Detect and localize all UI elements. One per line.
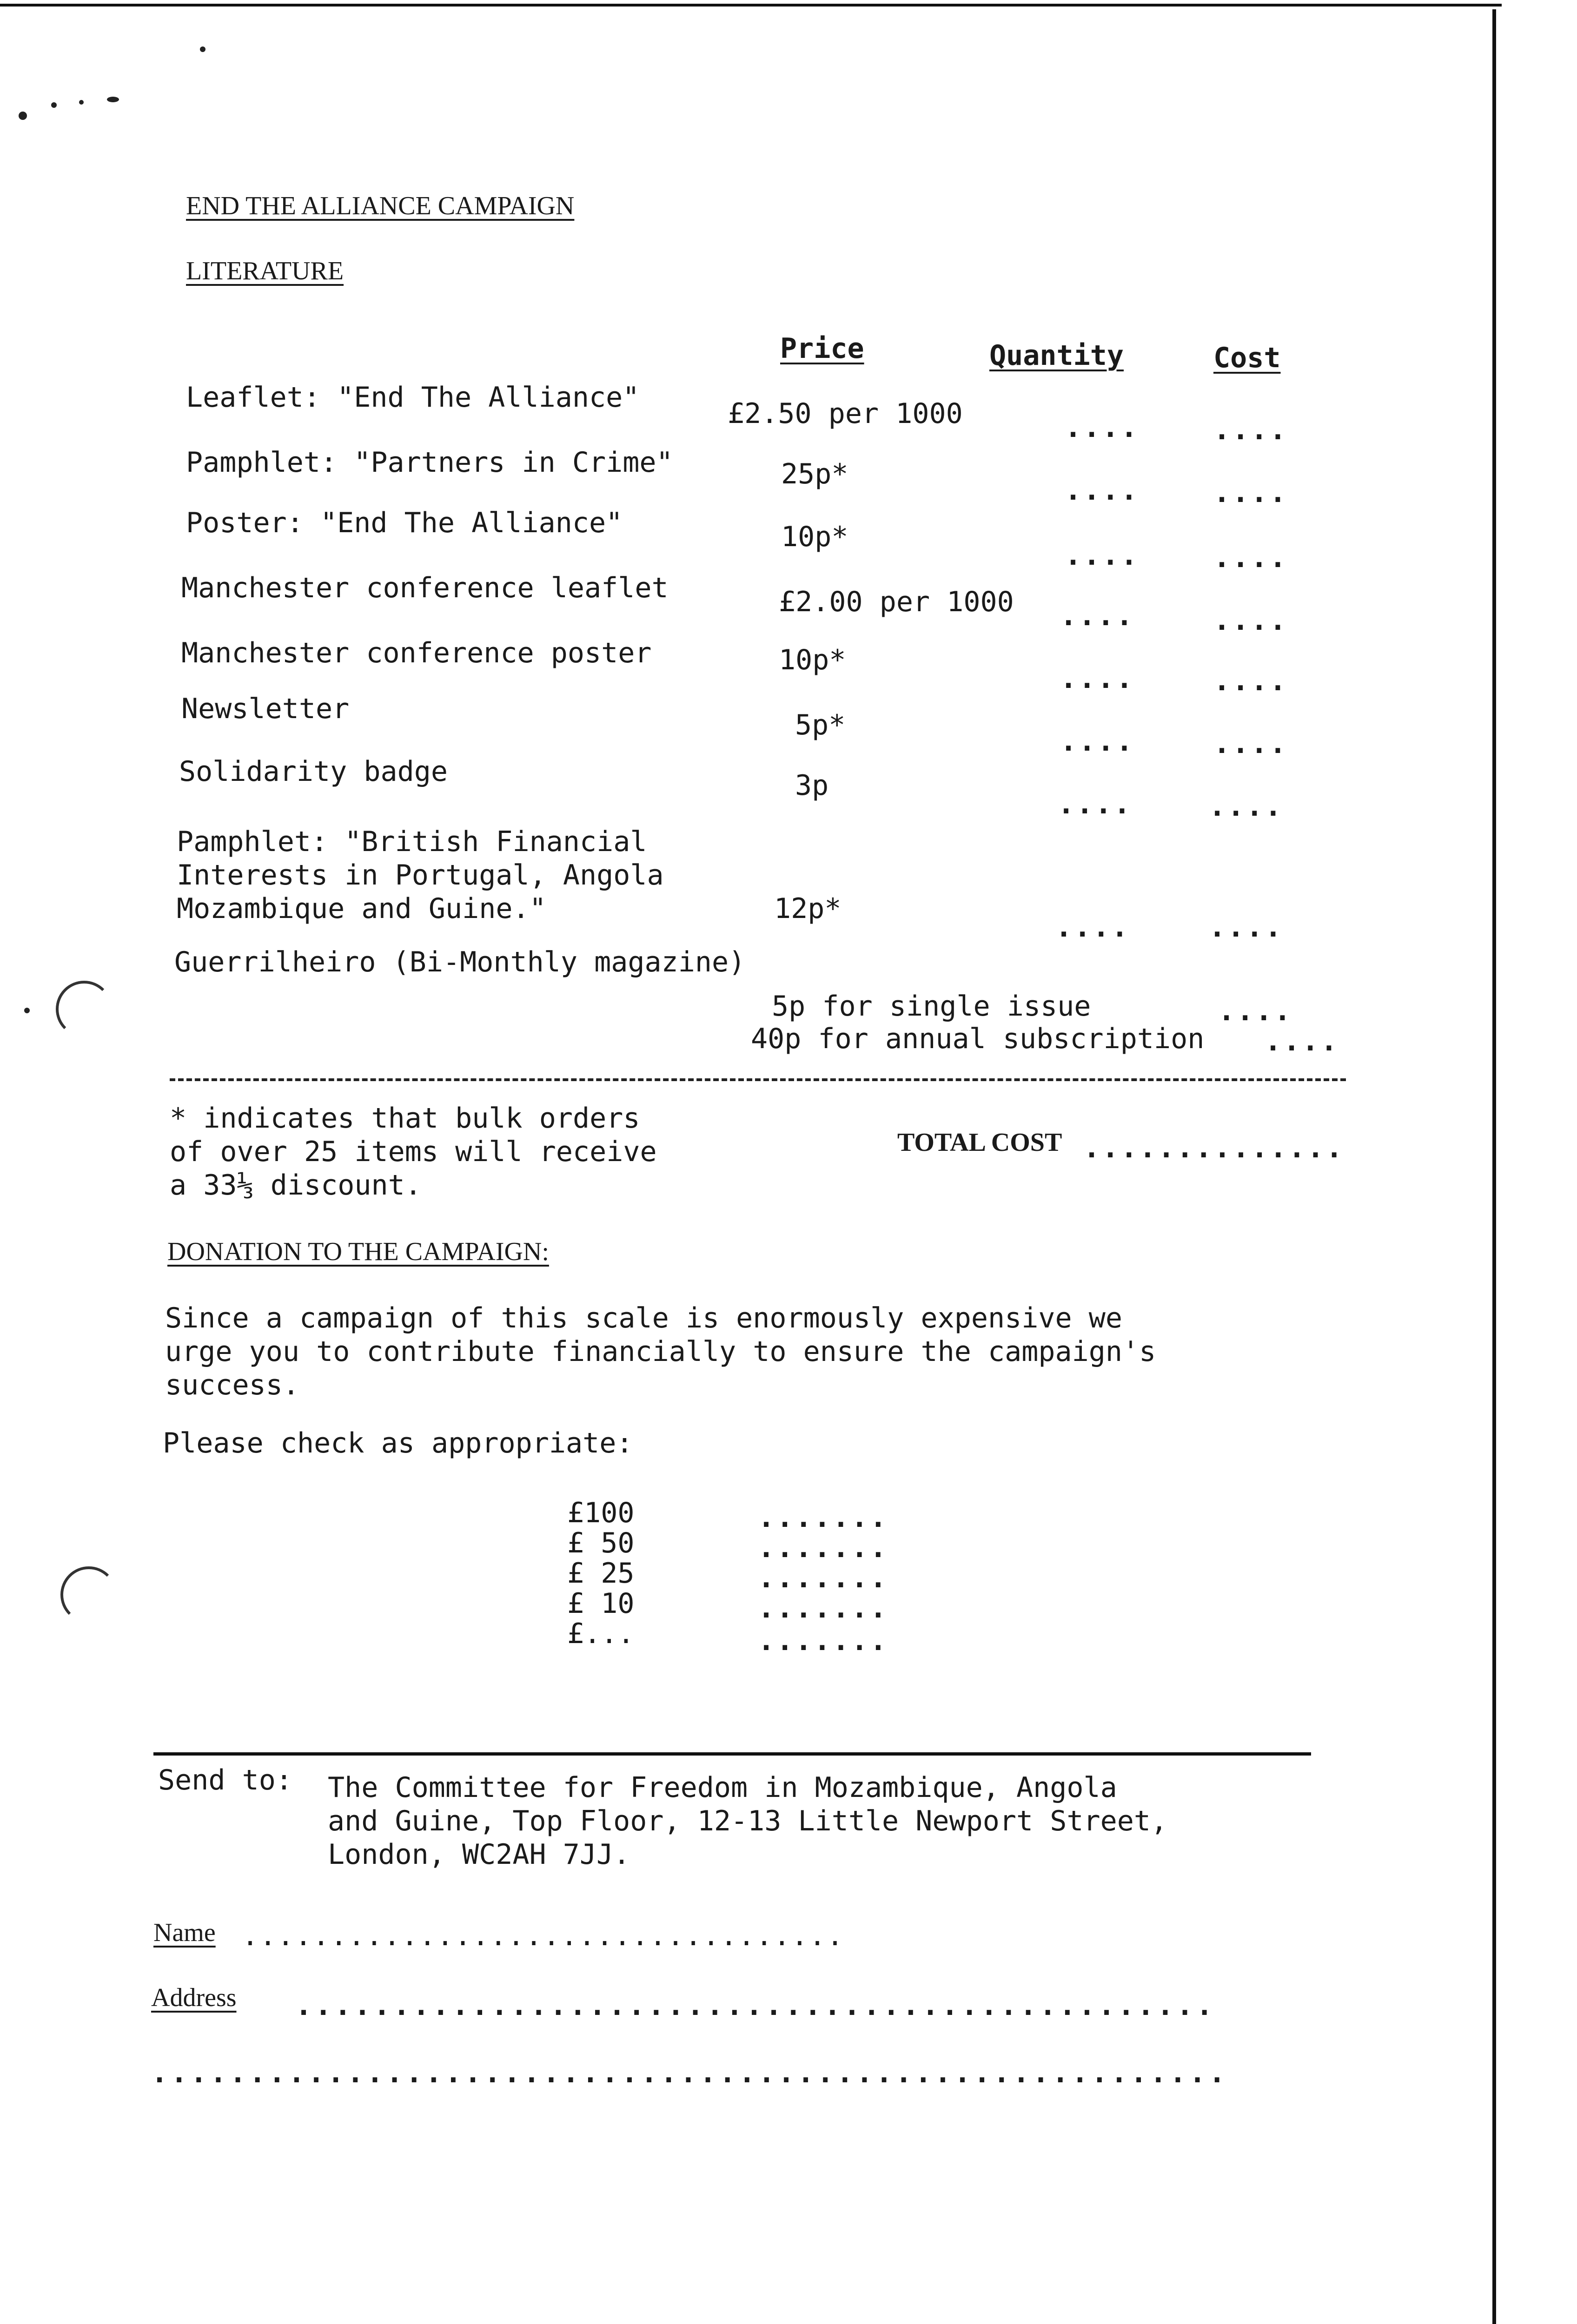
donation-checkbox[interactable]: ....... (758, 1624, 888, 1657)
punch-hole-lower (60, 1566, 117, 1623)
send-to-divider (153, 1752, 1311, 1756)
donation-checkbox[interactable]: ....... (758, 1532, 888, 1564)
item-price: 10p* (779, 644, 846, 676)
item-price: £2.50 per 1000 (728, 397, 963, 430)
donation-amount: £... (567, 1618, 635, 1650)
column-quantity: Quantity (989, 339, 1124, 372)
send-to-label: Send to: (158, 1764, 292, 1796)
punch-hole-upper (56, 981, 113, 1037)
item-price: 3p (795, 769, 829, 802)
item-name: Pamphlet: "Partners in Crime" (186, 446, 673, 479)
total-cost-label: TOTAL COST (897, 1128, 1062, 1157)
bulk-discount-footnote: * indicates that bulk orders of over 25 items will receive a 33⅓ discount. (170, 1102, 657, 1202)
column-price: Price (780, 332, 864, 365)
campaign-title: END THE ALLIANCE CAMPAIGN (186, 191, 575, 220)
item-cost: .... (1213, 665, 1288, 697)
item-name: Poster: "End The Alliance" (186, 507, 623, 539)
section-title: LITERATURE (186, 257, 344, 285)
magazine-annual-price: 40p for annual subscription (751, 1023, 1205, 1055)
item-cost: .... (1213, 604, 1288, 637)
dashed-divider (170, 1078, 1346, 1081)
name-field[interactable]: .................................. (242, 1920, 845, 1952)
item-quantity: .... (1065, 411, 1140, 444)
address-label: Address (151, 1983, 237, 2012)
page-border-top (0, 4, 1502, 7)
donation-amount: £ 50 (567, 1527, 635, 1559)
item-name: Manchester conference leaflet (181, 572, 669, 604)
donation-checkbox[interactable]: ....... (758, 1562, 888, 1594)
item-price: 25p* (781, 458, 848, 490)
item-quantity: .... (1058, 788, 1133, 820)
donation-checkbox[interactable]: ....... (758, 1501, 888, 1534)
column-cost: Cost (1213, 342, 1281, 374)
item-cost: .... (1213, 476, 1288, 509)
item-quantity: .... (1060, 725, 1135, 758)
magazine-name: Guerrilheiro (Bi-Monthly magazine) (174, 946, 746, 978)
item-price: 5p* (795, 709, 846, 741)
item-name: Pamphlet: "British Financial Interests in Portugal, Angola Mozambique and Guine." (177, 825, 664, 925)
address-field[interactable]: ............................................... (295, 1989, 1216, 2022)
magazine-annual-cost: .... (1265, 1025, 1339, 1057)
donation-heading: DONATION TO THE CAMPAIGN: (167, 1237, 549, 1266)
magazine-single-price: 5p for single issue (772, 990, 1091, 1023)
donation-instruction: Please check as appropriate: (163, 1427, 633, 1459)
item-cost: .... (1213, 727, 1288, 760)
page-border-right (1492, 9, 1496, 2324)
donation-text: Since a campaign of this scale is enormously expensive we urge you to contribute financially to ensure the campaign's success. (165, 1302, 1156, 1401)
scan-speck (200, 46, 205, 52)
donation-checkbox[interactable]: ....... (758, 1592, 888, 1624)
item-price: £2.00 per 1000 (779, 586, 1014, 618)
donation-amount: £ 10 (567, 1587, 635, 1620)
item-quantity: .... (1060, 600, 1135, 632)
item-quantity: .... (1055, 911, 1130, 944)
item-cost: .... (1209, 911, 1284, 944)
scan-speck (79, 100, 84, 105)
item-name: Solidarity badge (179, 755, 448, 788)
item-name: Newsletter (181, 693, 350, 725)
address-field-line2[interactable]: ....................................................... (151, 2057, 1228, 2089)
total-cost-dots: .............. (1083, 1132, 1345, 1164)
item-quantity: .... (1065, 474, 1140, 507)
item-cost: .... (1209, 790, 1284, 823)
name-label: Name (153, 1918, 216, 1947)
scan-speck (24, 1008, 30, 1013)
scan-speck (107, 97, 119, 102)
donation-amount: £100 (567, 1497, 635, 1529)
donation-amount: £ 25 (567, 1557, 635, 1590)
scan-speck (51, 102, 57, 108)
item-cost: .... (1213, 414, 1288, 446)
item-name: Manchester conference poster (181, 637, 652, 669)
item-price: 12p* (774, 892, 842, 925)
item-name: Leaflet: "End The Alliance" (186, 381, 640, 414)
item-quantity: .... (1060, 662, 1135, 695)
send-to-address: The Committee for Freedom in Mozambique, Angola and Guine, Top Floor, 12-13 Little Newport Street, London, WC2AH 7JJ. (328, 1771, 1168, 1871)
item-cost: .... (1213, 541, 1288, 574)
magazine-single-cost: .... (1218, 995, 1293, 1027)
item-price: 10p* (781, 521, 848, 553)
scan-speck (19, 112, 27, 120)
item-quantity: .... (1065, 539, 1140, 572)
